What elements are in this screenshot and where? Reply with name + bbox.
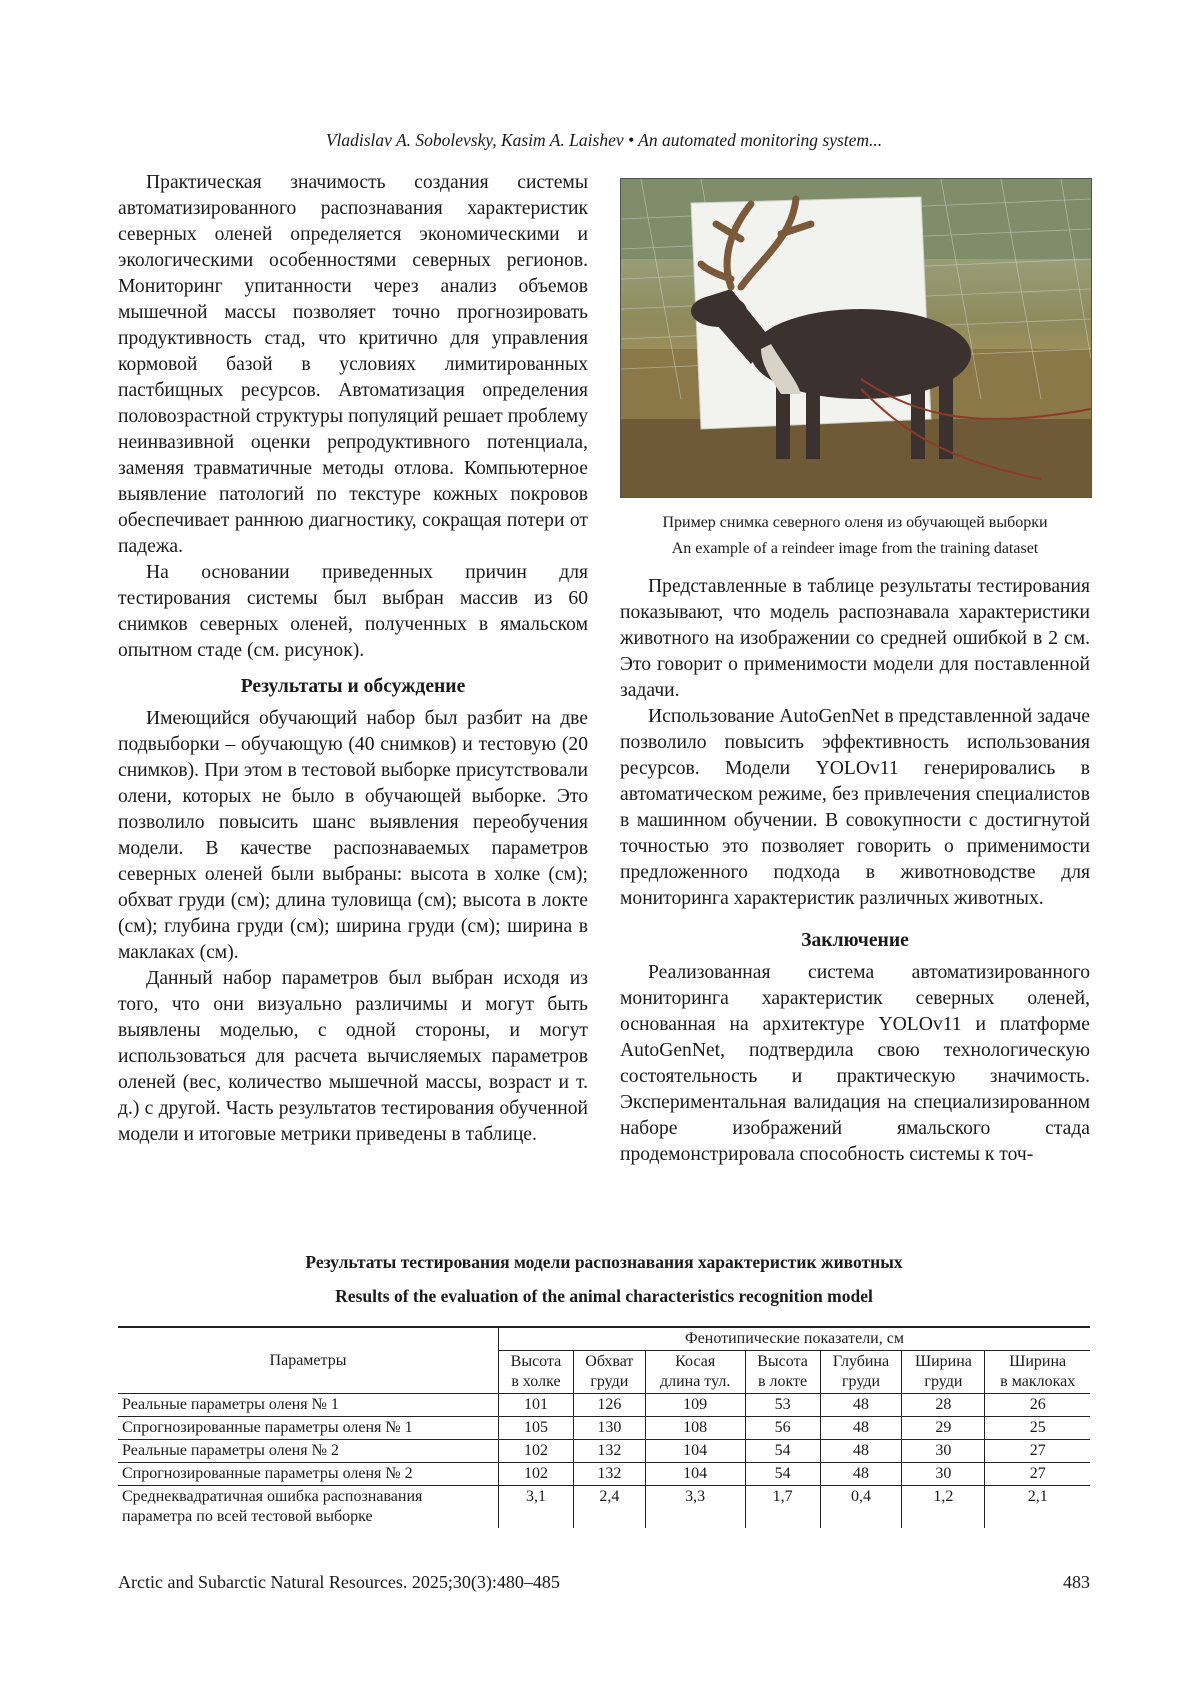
table-cell: 108 xyxy=(645,1417,745,1440)
table-cell: 27 xyxy=(985,1440,1090,1463)
table-cell: 1,2 xyxy=(902,1486,985,1529)
table-row xyxy=(118,1486,1090,1529)
column-header: Высота в локте xyxy=(745,1351,820,1394)
table-cell: 1,7 xyxy=(745,1486,820,1529)
table-cell: 3,1 xyxy=(499,1486,574,1529)
table-cell: 26 xyxy=(985,1394,1090,1417)
table-cell: 25 xyxy=(985,1417,1090,1440)
table-cell: 104 xyxy=(645,1440,745,1463)
row-label: Реальные параметры оленя № 1 xyxy=(118,1394,499,1417)
section-title-results: Результаты и обсуждение xyxy=(240,676,466,697)
paragraph: Реализованная система автоматизированного мониторинга характеристик северных оленей, основанная на архитектуре YOLOv11 и платформе AutoGenNet, подтвердила свою технологическую состоятельность и практическую значимость. Экспериментальная валидация на специализированном наборе изображений ямальского стада продемонстрировала способность системы к точ- xyxy=(620,962,1090,1165)
running-header: Vladislav A. Sobolevsky, Kasim A. Laishev • An automated monitoring system... xyxy=(325,130,883,150)
reindeer-photo xyxy=(620,178,1092,498)
row-label: Реальные параметры оленя № 2 xyxy=(118,1440,499,1463)
table-cell: 102 xyxy=(499,1440,574,1463)
table-title-ru: Результаты тестирования модели распознавания характеристик животных xyxy=(305,1252,903,1272)
section-title-conclusion: Заключение xyxy=(801,930,909,951)
table-title-en: Results of the evaluation of the animal characteristics recognition model xyxy=(335,1286,873,1306)
column-header: Ширина в маклоках xyxy=(985,1351,1090,1394)
paragraph: Практическая значимость создания системы автоматизированного распознавания характеристик северных оленей определяется экономическими и экологическими особенностями северных регионов. Мониторинг упитанности через анализ объемов мышечной массы позволяет точно прогнозировать продуктивность стад, что критично для управления кормовой базой в условиях лимитированных пастбищных ресурсов. Автоматизация определения половозрастной структуры популяций решает проблему неинвазивной оценки репродуктивного потенциала, заменяя травматичные методы отлова. Компьютерное выявление патологий по текстуре кожных покровов обеспечивает раннюю диагностику, сокращая потери от падежа. xyxy=(118,172,588,557)
table-cell: 105 xyxy=(499,1417,574,1440)
table-cell: 48 xyxy=(820,1417,902,1440)
left-column xyxy=(118,170,588,1148)
figure-caption-en: An example of a reindeer image from the training dataset xyxy=(671,540,1039,557)
table-cell: 102 xyxy=(499,1463,574,1486)
group-header: Фенотипические показатели, см xyxy=(499,1327,1091,1351)
journal-citation: Arctic and Subarctic Natural Resources. 2025;30(3):480–485 xyxy=(118,1572,560,1592)
table-cell: 130 xyxy=(573,1417,645,1440)
row-label: Среднеквадратичная ошибка распознавания параметра по всей тестовой выборке xyxy=(118,1486,499,1529)
table-cell: 101 xyxy=(499,1394,574,1417)
table-row xyxy=(118,1463,1090,1486)
table-cell: 48 xyxy=(820,1463,902,1486)
column-header: Ширина груди xyxy=(902,1351,985,1394)
table-cell: 104 xyxy=(645,1463,745,1486)
paragraph: Представленные в таблице результаты тестирования показывают, что модель распознавала характеристики животного на изображении со средней ошибкой в 2 см. Это говорит о применимости модели для поставленной задачи. xyxy=(620,576,1090,701)
table-cell: 56 xyxy=(745,1417,820,1440)
table-row xyxy=(118,1394,1090,1417)
table-row xyxy=(118,1440,1090,1463)
table-cell: 29 xyxy=(902,1417,985,1440)
table-cell: 109 xyxy=(645,1394,745,1417)
row-label: Спрогнозированные параметры оленя № 1 xyxy=(118,1417,499,1440)
column-header: Обхват груди xyxy=(573,1351,645,1394)
column-header: Глубина груди xyxy=(820,1351,902,1394)
paragraph: Данный набор параметров был выбран исходя из того, что они визуально различимы и могут быть выявлены моделью, с одной стороны, и могут использоваться для расчета вычисляемых параметров оленей (вес, количество мышечной массы, возраст и т. д.) с другой. Часть результатов тестирования обученной модели и итоговые метрики приведены в таблице. xyxy=(118,968,588,1145)
table-cell: 27 xyxy=(985,1463,1090,1486)
table-cell: 48 xyxy=(820,1440,902,1463)
table-cell: 28 xyxy=(902,1394,985,1417)
table-cell: 30 xyxy=(902,1463,985,1486)
table-header-row xyxy=(118,1327,1090,1351)
table-row xyxy=(118,1417,1090,1440)
table-cell: 2,1 xyxy=(985,1486,1090,1529)
table-cell: 54 xyxy=(745,1463,820,1486)
table-cell: 126 xyxy=(573,1394,645,1417)
paragraph: Имеющийся обучающий набор был разбит на две подвыборки – обучающую (40 снимков) и тестовую (20 снимков). При этом в тестовой выборке присутствовали олени, которых не было в обучающей выборке. Это позволило повысить шанс выявления переобучения модели. В качестве распознаваемых параметров северных оленей были выбраны: высота в холке (см); обхват груди (см); длина туловища (см); высота в локте (см); глубина груди (см); ширина груди (см); ширина в маклаках (см). xyxy=(118,708,588,963)
results-table xyxy=(118,1326,1090,1528)
figure-caption-ru: Пример снимка северного оленя из обучающей выборки xyxy=(662,514,1048,531)
table-cell: 54 xyxy=(745,1440,820,1463)
page-number: 483 xyxy=(1063,1572,1090,1592)
paragraph: На основании приведенных причин для тестирования системы был выбран массив из 60 снимков северных оленей, полученных в ямальском опытном стаде (см. рисунок). xyxy=(118,562,588,661)
table-cell: 132 xyxy=(573,1463,645,1486)
table-cell: 3,3 xyxy=(645,1486,745,1529)
table-cell: 30 xyxy=(902,1440,985,1463)
reindeer-illustration xyxy=(621,179,1091,497)
table-cell: 2,4 xyxy=(573,1486,645,1529)
table-cell: 132 xyxy=(573,1440,645,1463)
table-cell: 48 xyxy=(820,1394,902,1417)
param-header: Параметры xyxy=(118,1327,499,1394)
column-header: Косая длина тул. xyxy=(645,1351,745,1394)
paragraph: Использование AutoGenNet в представленной задаче позволило повысить эффективность использования ресурсов. Модели YOLOv11 генерировались в автоматическом режиме, без привлечения специалистов в машинном обучении. В совокупности с достигнутой точностью это позволяет говорить о применимости предложенного подхода в животноводстве для мониторинга характеристик различных животных. xyxy=(620,706,1090,909)
table-cell: 0,4 xyxy=(820,1486,902,1529)
column-header: Высота в холке xyxy=(499,1351,574,1394)
row-label: Спрогнозированные параметры оленя № 2 xyxy=(118,1463,499,1486)
table-cell: 53 xyxy=(745,1394,820,1417)
figure xyxy=(620,178,1090,562)
right-column xyxy=(620,170,1090,1168)
